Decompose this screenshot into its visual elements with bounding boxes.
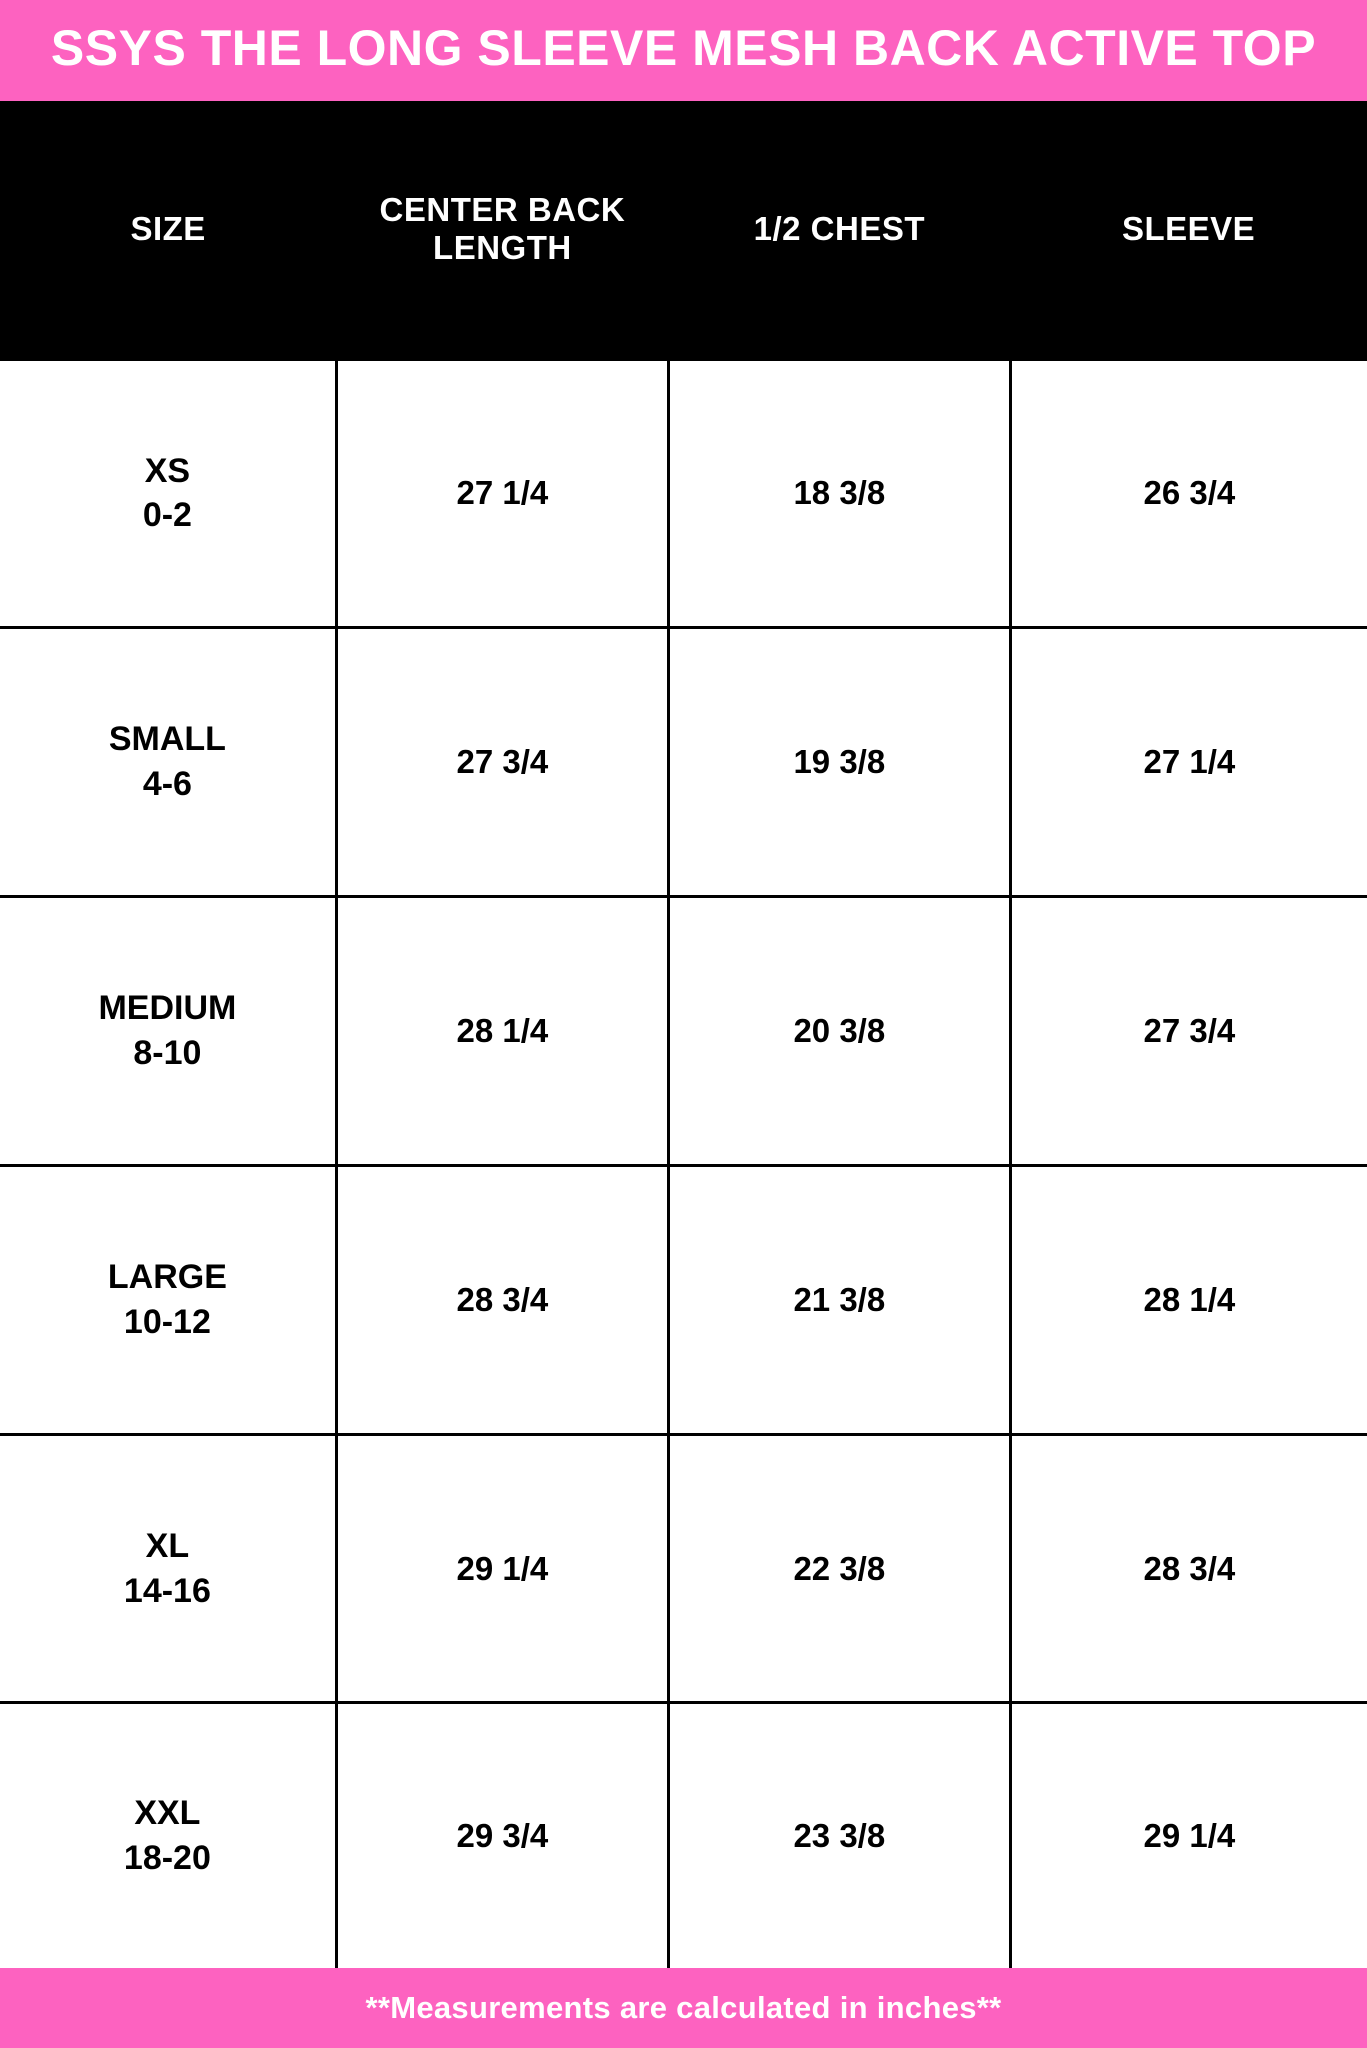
- cell-size: [0, 1703, 336, 1968]
- table-row: [0, 897, 1367, 1166]
- cell-sleeve: 27 1/4: [1010, 628, 1367, 897]
- measurement-note: **Measurements are calculated in inches**: [0, 1968, 1367, 2048]
- size-label: XS: [144, 451, 191, 490]
- size-range: 0-2: [142, 496, 192, 535]
- cell-half-chest: 23 3/8: [668, 1703, 1010, 1968]
- cell-size: [0, 897, 336, 1166]
- cell-center-back-length: 28 1/4: [336, 897, 668, 1166]
- cell-sleeve: 26 3/4: [1010, 359, 1367, 628]
- cell-half-chest: 20 3/8: [668, 897, 1010, 1166]
- size-table: [0, 101, 1367, 1968]
- cell-size: [0, 628, 336, 897]
- cell-sleeve: 27 3/4: [1010, 897, 1367, 1166]
- cell-center-back-length: 29 3/4: [336, 1703, 668, 1968]
- table-header-row: [0, 101, 1367, 359]
- size-range: 10-12: [123, 1302, 211, 1341]
- table-row: [0, 1434, 1367, 1703]
- page-title: SSYS THE LONG SLEEVE MESH BACK ACTIVE TOP: [0, 0, 1367, 101]
- cell-center-back-length: 27 1/4: [336, 359, 668, 628]
- cell-sleeve: 29 1/4: [1010, 1703, 1367, 1968]
- table-row: [0, 1165, 1367, 1434]
- cell-half-chest: 18 3/8: [668, 359, 1010, 628]
- cell-size: [0, 1165, 336, 1434]
- table-header: [0, 101, 1367, 359]
- cell-sleeve: 28 3/4: [1010, 1434, 1367, 1703]
- column-header-sleeve: SLEEVE: [1010, 101, 1367, 359]
- size-range: 4-6: [142, 765, 192, 804]
- column-header-half-chest: 1/2 CHEST: [668, 101, 1010, 359]
- cell-center-back-length: 27 3/4: [336, 628, 668, 897]
- size-label: MEDIUM: [98, 989, 237, 1028]
- cell-center-back-length: 28 3/4: [336, 1165, 668, 1434]
- table-row: [0, 628, 1367, 897]
- column-header-center-back-length: CENTER BACK LENGTH: [336, 101, 668, 359]
- cell-half-chest: 21 3/8: [668, 1165, 1010, 1434]
- cell-half-chest: 22 3/8: [668, 1434, 1010, 1703]
- table-row: [0, 1703, 1367, 1968]
- size-table-container: [0, 101, 1367, 1968]
- table-row: [0, 359, 1367, 628]
- cell-size: [0, 359, 336, 628]
- cell-center-back-length: 29 1/4: [336, 1434, 668, 1703]
- size-range: 8-10: [133, 1033, 202, 1072]
- size-label: SMALL: [108, 720, 226, 759]
- size-range: 18-20: [123, 1839, 211, 1878]
- column-header-size: SIZE: [0, 101, 336, 359]
- cell-sleeve: 28 1/4: [1010, 1165, 1367, 1434]
- size-label: XL: [145, 1526, 190, 1565]
- size-label: LARGE: [107, 1257, 227, 1296]
- cell-size: [0, 1434, 336, 1703]
- size-label: XXL: [134, 1794, 201, 1833]
- table-body: [0, 359, 1367, 1968]
- cell-half-chest: 19 3/8: [668, 628, 1010, 897]
- size-range: 14-16: [123, 1571, 211, 1610]
